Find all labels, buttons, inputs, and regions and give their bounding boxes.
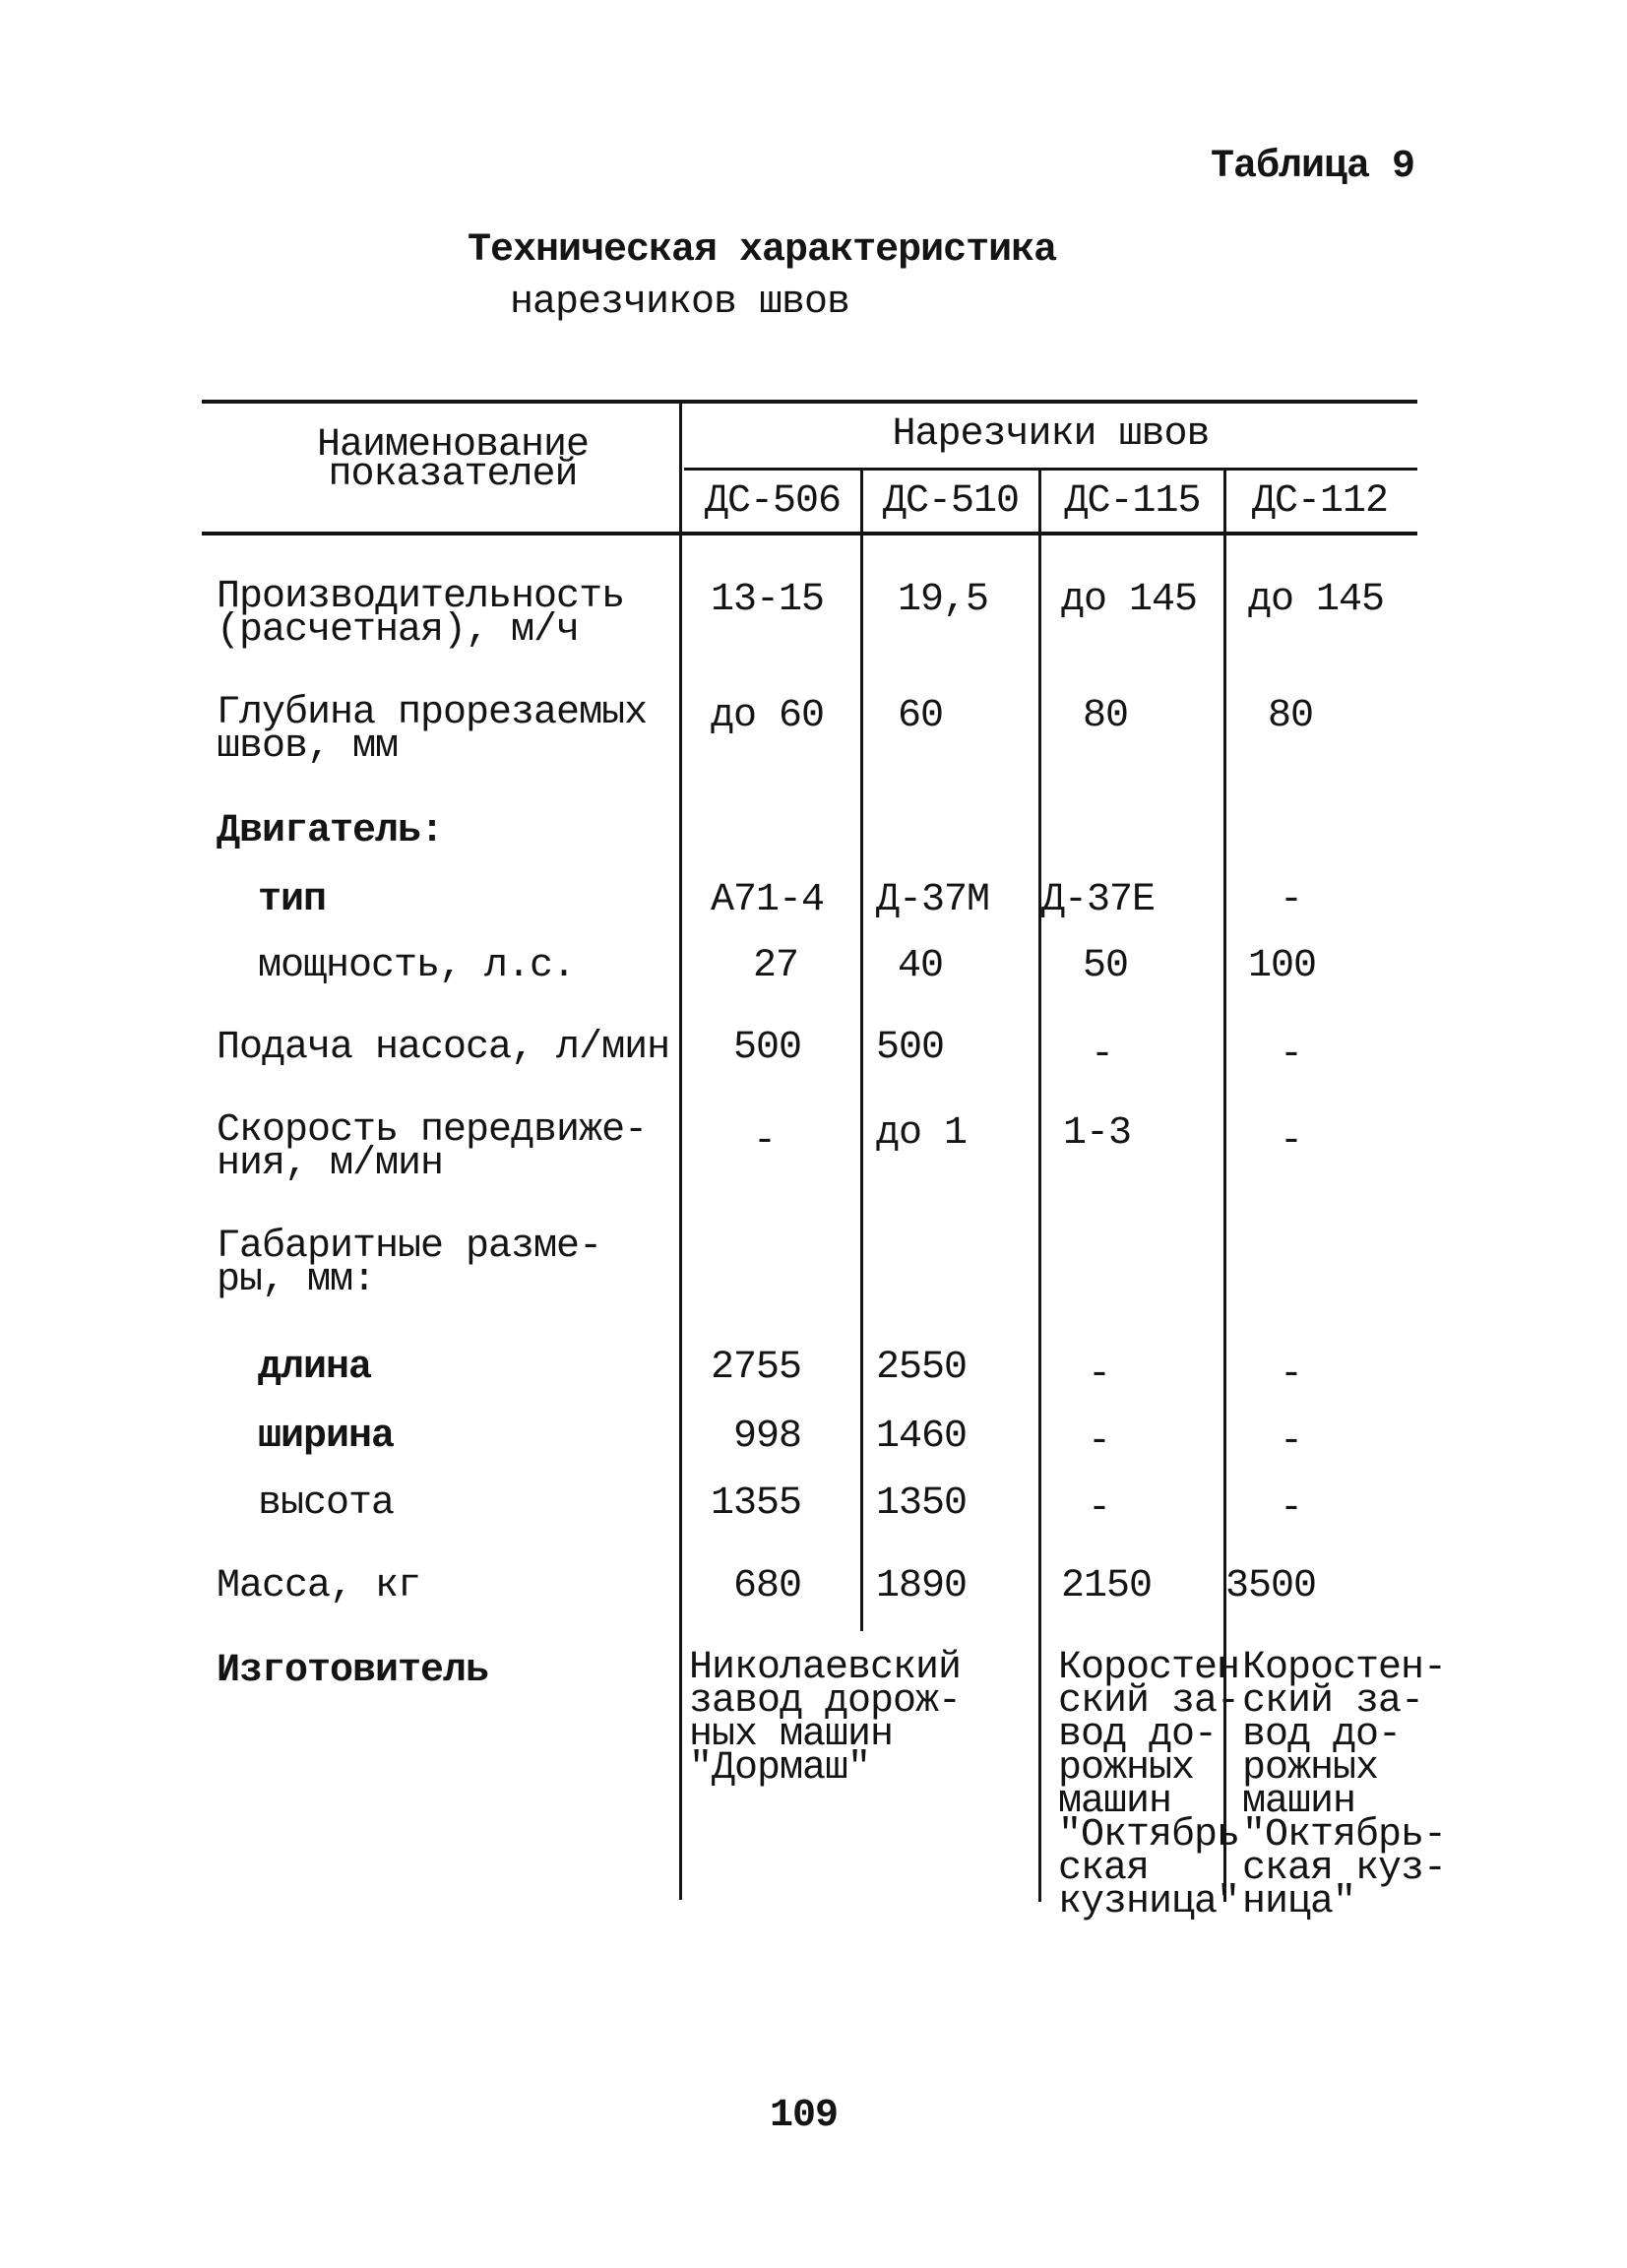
cell-mass-ds115: 2150 <box>1061 1564 1153 1608</box>
header-model-2: ДС-510 <box>882 479 1020 524</box>
header-group-title: Нарезчики швов <box>892 412 1210 457</box>
cell-pump-ds506: 500 <box>733 1026 802 1070</box>
col-divider-2 <box>860 470 863 1631</box>
cell-type-ds506: А71-4 <box>711 878 825 922</box>
row-label-engine-type: тип <box>258 878 327 922</box>
cell-depth-ds112: 80 <box>1268 694 1314 738</box>
cell-height-ds115: - <box>1088 1486 1111 1531</box>
cell-power-ds510: 40 <box>898 944 944 988</box>
title-line-2: нарезчиков швов <box>510 281 850 325</box>
header-name-column: Наименование показателей <box>316 423 590 497</box>
cell-depth-ds506: до 60 <box>711 694 825 738</box>
cell-height-ds506: 1355 <box>711 1481 802 1526</box>
cell-power-ds115: 50 <box>1083 944 1129 988</box>
row-label-manufacturer: Изготовитель <box>217 1649 489 1693</box>
cell-height-ds112: - <box>1280 1486 1303 1531</box>
table-label: Таблица 9 <box>1211 145 1415 189</box>
cell-width-ds112: - <box>1280 1419 1303 1464</box>
cell-length-ds506: 2755 <box>711 1346 802 1390</box>
row-label-engine: Двигатель: <box>217 809 444 853</box>
row-label-depth: Глубина прорезаемых швов, мм <box>217 691 648 769</box>
cell-type-ds112: - <box>1280 878 1303 922</box>
cell-type-ds510: Д-37М <box>876 878 990 922</box>
cell-manufacturer-ds115: Коростен ский за- вод до- рожных машин "Октябрь ская кузница" <box>1058 1646 1240 1924</box>
header-model-3: ДС-115 <box>1064 479 1201 524</box>
row-label-mass: Масса, кг <box>217 1564 421 1608</box>
header-bottom-rule <box>202 532 1417 536</box>
cell-power-ds506: 27 <box>753 944 799 988</box>
cell-pump-ds115: - <box>1091 1033 1114 1077</box>
cell-width-ds506: 998 <box>733 1415 802 1459</box>
cell-power-ds112: 100 <box>1248 944 1317 988</box>
title-line-1: Техническая характеристика <box>468 228 1057 273</box>
cell-length-ds510: 2550 <box>876 1346 968 1390</box>
page-number: 109 <box>770 2094 839 2138</box>
cell-length-ds115: - <box>1088 1353 1111 1397</box>
cell-mass-ds506: 680 <box>733 1564 802 1608</box>
cell-productivity-ds115: до 145 <box>1061 578 1198 622</box>
cell-speed-ds506: - <box>753 1119 777 1164</box>
cell-mass-ds510: 1890 <box>876 1564 968 1608</box>
table-top-rule <box>202 400 1417 404</box>
cell-speed-ds112: - <box>1280 1119 1303 1164</box>
row-label-pump: Подача насоса, л/мин <box>217 1026 670 1070</box>
cell-depth-ds115: 80 <box>1083 694 1129 738</box>
cell-width-ds115: - <box>1088 1419 1111 1464</box>
cell-width-ds510: 1460 <box>876 1415 968 1459</box>
cell-depth-ds510: 60 <box>898 694 944 738</box>
row-label-width: ширина <box>258 1415 395 1459</box>
cell-manufacturer-ds112: Коростен- ский за- вод до- рожных машин "Октябрь- ская куз- ница" <box>1242 1646 1447 1924</box>
cell-height-ds510: 1350 <box>876 1481 968 1526</box>
row-label-productivity: Производительность (расчетная), м/ч <box>217 575 625 653</box>
cell-manufacturer-ds506-ds510: Николаевский завод дорож- ных машин "Дормаш" <box>689 1646 962 1791</box>
col-divider-3 <box>1038 470 1041 1902</box>
row-label-speed: Скорость передвиже- ния, м/мин <box>217 1108 648 1186</box>
cell-productivity-ds510: 19,5 <box>898 578 989 622</box>
cell-type-ds115: Д-37Е <box>1041 878 1156 922</box>
header-sub-rule <box>684 468 1417 471</box>
cell-mass-ds112: 3500 <box>1225 1564 1317 1608</box>
cell-pump-ds510: 500 <box>876 1026 945 1070</box>
cell-speed-ds510: до 1 <box>876 1111 968 1156</box>
header-model-1: ДС-506 <box>704 479 842 524</box>
row-label-dimensions: Габаритные разме- ры, мм: <box>217 1225 602 1302</box>
cell-pump-ds112: - <box>1280 1033 1303 1077</box>
col-divider-1 <box>679 402 682 1900</box>
row-label-height: высота <box>258 1481 395 1526</box>
cell-speed-ds115: 1-3 <box>1063 1111 1132 1156</box>
row-label-length: длина <box>258 1346 372 1390</box>
cell-productivity-ds506: 13-15 <box>711 578 825 622</box>
header-model-4: ДС-112 <box>1251 479 1389 524</box>
cell-productivity-ds112: до 145 <box>1248 578 1385 622</box>
cell-length-ds112: - <box>1280 1353 1303 1397</box>
row-label-engine-power: мощность, л.с. <box>258 944 576 988</box>
